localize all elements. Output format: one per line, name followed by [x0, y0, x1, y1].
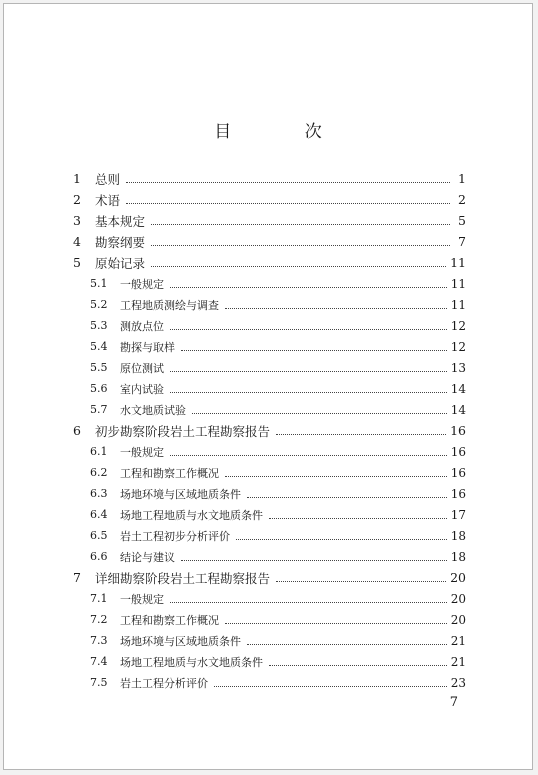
toc-entry-number: 6	[73, 423, 81, 438]
toc-entry-title: 岩土工程初步分析评价	[120, 529, 230, 543]
toc-entry-page: 1	[458, 171, 466, 186]
toc-entry-number: 2	[73, 192, 81, 207]
dot-leader	[181, 350, 447, 351]
toc-entry	[73, 168, 466, 189]
toc-entry-number: 6.3	[90, 487, 108, 500]
dot-leader	[151, 266, 446, 267]
toc-entry	[73, 588, 466, 609]
toc-entry-title: 基本规定	[95, 213, 146, 229]
toc-entry-number: 5.4	[90, 340, 108, 353]
toc-entry-page: 2	[458, 192, 466, 207]
toc-entry	[73, 252, 466, 273]
toc-entry	[73, 357, 466, 378]
toc-entry-number: 6.2	[90, 466, 108, 479]
dot-leader	[151, 245, 450, 246]
dot-leader	[247, 497, 447, 498]
toc-entry-page: 18	[450, 528, 466, 543]
toc-entry	[73, 189, 466, 210]
toc-entry-number: 5.6	[90, 382, 108, 395]
toc-entry-title: 工程和勘察工作概况	[120, 613, 219, 627]
toc-entry-number: 5.3	[90, 319, 108, 332]
toc-entry	[73, 504, 466, 525]
toc-entry-number: 5.5	[90, 361, 108, 374]
toc-entry-number: 5.2	[90, 298, 108, 311]
toc-entry	[73, 630, 466, 651]
toc-entry-title: 工程地质测绘与调查	[120, 298, 219, 312]
toc-entry-number: 4	[73, 234, 81, 249]
toc-entry-title: 一般规定	[120, 277, 164, 291]
toc-entry-number: 7.5	[90, 676, 108, 689]
toc-entry-number: 5.1	[90, 277, 108, 290]
toc-entry-title: 一般规定	[120, 445, 164, 459]
toc-entry	[73, 210, 466, 231]
toc-entry-page: 11	[450, 255, 466, 270]
toc-entry-number: 7.1	[90, 592, 108, 605]
dot-leader	[225, 623, 447, 624]
toc-entry-title: 工程和勘察工作概况	[120, 466, 219, 480]
toc-entry-page: 12	[450, 318, 466, 333]
toc-entry-page: 14	[450, 402, 466, 417]
toc-entry-page: 20	[450, 570, 466, 585]
toc-entry-page: 12	[450, 339, 466, 354]
toc-entry-page: 11	[450, 297, 466, 312]
toc-entry-title: 总则	[95, 171, 121, 187]
toc-entry-title: 场地工程地质与水文地质条件	[120, 508, 263, 522]
toc-entry-number: 6.5	[90, 529, 108, 542]
toc-entry-page: 16	[450, 444, 466, 459]
dot-leader	[236, 539, 447, 540]
toc-entry-title: 一般规定	[120, 592, 164, 606]
toc-entry	[73, 441, 466, 462]
toc-entry-number: 6.4	[90, 508, 108, 521]
toc-entry-title: 水文地质试验	[120, 403, 186, 417]
toc-entry-title: 详细勘察阶段岩土工程勘察报告	[95, 570, 271, 586]
toc-entry	[73, 651, 466, 672]
toc-entry-page: 13	[450, 360, 466, 375]
document-page	[3, 3, 533, 770]
toc-entry-page: 14	[450, 381, 466, 396]
dot-leader	[170, 455, 447, 456]
dot-leader	[170, 329, 447, 330]
dot-leader	[170, 602, 447, 603]
toc-entry-title: 原始记录	[95, 255, 146, 271]
dot-leader	[247, 644, 447, 645]
dot-leader	[181, 560, 447, 561]
dot-leader	[225, 308, 447, 309]
toc-entry	[73, 231, 466, 252]
toc-entry-page: 21	[450, 633, 466, 648]
toc-entry	[73, 315, 466, 336]
toc-entry-title: 原位测试	[120, 361, 164, 375]
toc-entry-page: 20	[450, 612, 466, 627]
dot-leader	[276, 581, 446, 582]
toc-entry	[73, 672, 466, 693]
toc-entry-page: 7	[458, 234, 466, 249]
toc-entry	[73, 399, 466, 420]
toc-entry-page: 17	[450, 507, 466, 522]
toc-entry-title: 结论与建议	[120, 550, 175, 564]
toc-entry-page: 16	[450, 423, 466, 438]
toc-entry-number: 7.3	[90, 634, 108, 647]
toc-entry-number: 1	[73, 171, 81, 186]
toc-entry-title: 场地环境与区域地质条件	[120, 487, 241, 501]
toc-entry-title: 勘探与取样	[120, 340, 175, 354]
toc-entry-number: 7	[73, 570, 81, 585]
dot-leader	[170, 371, 447, 372]
toc-entry-page: 16	[450, 465, 466, 480]
toc-entry-number: 5	[73, 255, 81, 270]
dot-leader	[276, 434, 446, 435]
toc-entry-title: 勘察纲要	[95, 234, 146, 250]
toc-entry	[73, 420, 466, 441]
toc-entry-title: 岩土工程分析评价	[120, 676, 208, 690]
toc-entry	[73, 462, 466, 483]
toc-entry-number: 7.4	[90, 655, 108, 668]
toc-entry-title: 初步勘察阶段岩土工程勘察报告	[95, 423, 271, 439]
toc-entry-number: 3	[73, 213, 81, 228]
dot-leader	[225, 476, 447, 477]
toc-entry-page: 18	[450, 549, 466, 564]
toc-entry-number: 5.7	[90, 403, 108, 416]
page-number: 7	[449, 695, 458, 710]
toc-entry	[73, 483, 466, 504]
toc-entry	[73, 525, 466, 546]
toc-entry-page: 11	[450, 276, 466, 291]
dot-leader	[151, 224, 450, 225]
dot-leader	[126, 182, 450, 183]
dot-leader	[214, 686, 447, 687]
toc-entry-number: 6.1	[90, 445, 108, 458]
toc-entry	[73, 546, 466, 567]
toc-entry	[73, 609, 466, 630]
toc-entry	[73, 336, 466, 357]
dot-leader	[269, 518, 447, 519]
toc-entry	[73, 567, 466, 588]
toc-entry-number: 6.6	[90, 550, 108, 563]
toc-entry-title: 术语	[95, 192, 121, 208]
dot-leader	[170, 392, 447, 393]
toc-entry	[73, 294, 466, 315]
toc-entry	[73, 378, 466, 399]
toc-entry-number: 7.2	[90, 613, 108, 626]
dot-leader	[192, 413, 447, 414]
toc-entry-page: 23	[450, 675, 466, 690]
dot-leader	[170, 287, 447, 288]
toc-title: 目 次	[214, 122, 356, 142]
toc-entry-page: 5	[458, 213, 466, 228]
toc-entry-title: 场地工程地质与水文地质条件	[120, 655, 263, 669]
toc-entry	[73, 273, 466, 294]
toc-entry-page: 16	[450, 486, 466, 501]
toc-entry-title: 测放点位	[120, 319, 164, 333]
toc-entry-title: 场地环境与区域地质条件	[120, 634, 241, 648]
dot-leader	[269, 665, 447, 666]
toc-entry-title: 室内试验	[120, 382, 164, 396]
dot-leader	[126, 203, 450, 204]
toc-entry-page: 20	[450, 591, 466, 606]
toc-entry-page: 21	[450, 654, 466, 669]
table-of-contents	[73, 168, 466, 693]
